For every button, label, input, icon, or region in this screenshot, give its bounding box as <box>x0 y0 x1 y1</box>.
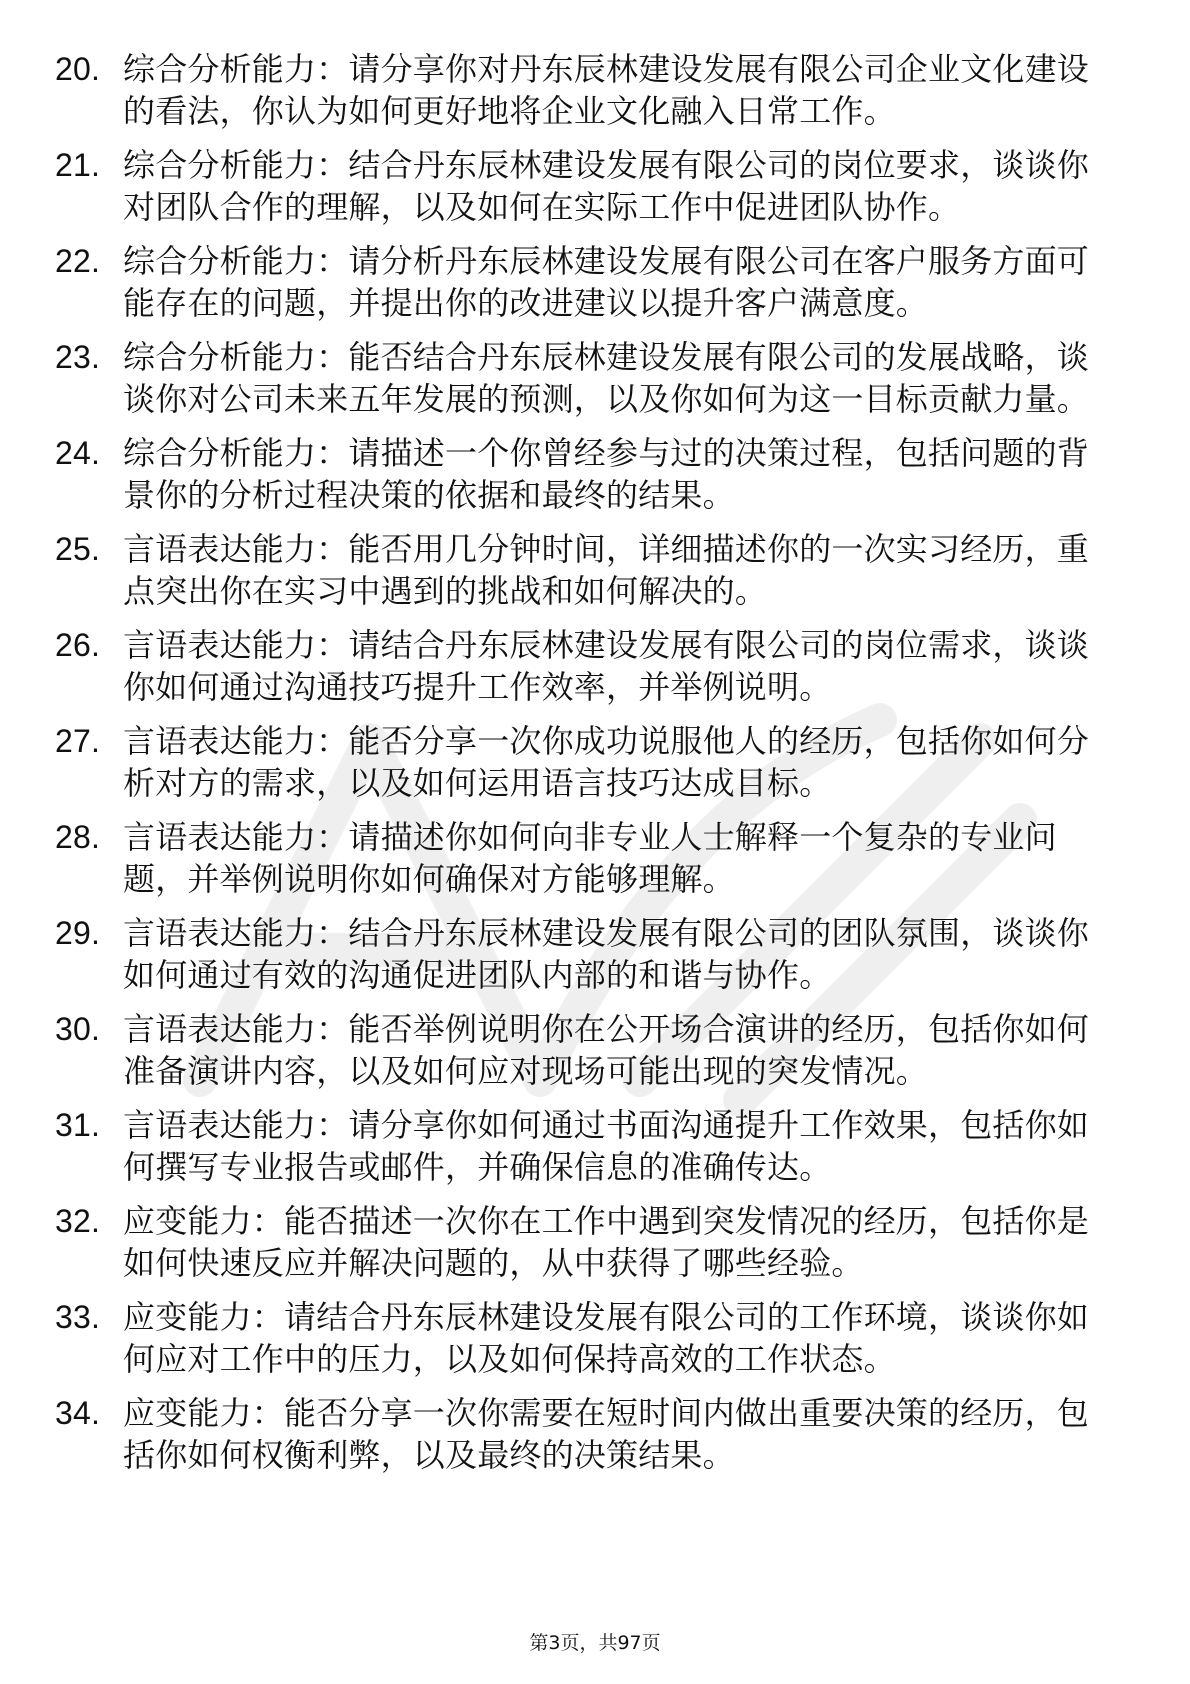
list-item <box>55 432 1115 516</box>
question-number: 21. <box>55 147 101 183</box>
list-item <box>55 912 1115 996</box>
question-text: 综合分析能力：请分析丹东辰林建设发展有限公司在客户服务方面可能存在的问题，并提出你的改进建议以提升客户满意度。 <box>123 242 1090 322</box>
question-number: 20. <box>55 51 101 87</box>
question-text: 应变能力：能否描述一次你在工作中遇到突发情况的经历，包括你是如何快速反应并解决问题的，从中获得了哪些经验。 <box>123 1202 1090 1282</box>
list-item <box>55 48 1115 132</box>
list-item <box>55 1008 1115 1092</box>
list-item <box>55 1296 1115 1380</box>
question-number: 34. <box>55 1395 101 1431</box>
question-text: 综合分析能力：请描述一个你曾经参与过的决策过程，包括问题的背景你的分析过程决策的依据和最终的结果。 <box>123 434 1090 514</box>
list-item <box>55 1104 1115 1188</box>
question-number: 27. <box>55 723 101 759</box>
question-text: 言语表达能力：请结合丹东辰林建设发展有限公司的岗位需求，谈谈你如何通过沟通技巧提升工作效率，并举例说明。 <box>123 626 1090 706</box>
question-text: 综合分析能力：请分享你对丹东辰林建设发展有限公司企业文化建设的看法，你认为如何更好地将企业文化融入日常工作。 <box>123 50 1090 130</box>
question-text: 言语表达能力：能否举例说明你在公开场合演讲的经历，包括你如何准备演讲内容，以及如何应对现场可能出现的突发情况。 <box>123 1010 1090 1090</box>
question-text: 言语表达能力：能否分享一次你成功说服他人的经历，包括你如何分析对方的需求，以及如何运用语言技巧达成目标。 <box>123 722 1090 802</box>
question-number: 29. <box>55 915 101 951</box>
question-number: 30. <box>55 1011 101 1047</box>
question-number: 33. <box>55 1299 101 1335</box>
question-text: 言语表达能力：请描述你如何向非专业人士解释一个复杂的专业问题，并举例说明你如何确保对方能够理解。 <box>123 818 1057 898</box>
list-item <box>55 1392 1115 1476</box>
list-item <box>55 816 1115 900</box>
question-text: 应变能力：请结合丹东辰林建设发展有限公司的工作环境，谈谈你如何应对工作中的压力，以及如何保持高效的工作状态。 <box>123 1298 1090 1378</box>
question-number: 23. <box>55 339 101 375</box>
list-item <box>55 240 1115 324</box>
list-item <box>55 624 1115 708</box>
question-number: 28. <box>55 819 101 855</box>
question-text: 言语表达能力：能否用几分钟时间，详细描述你的一次实习经历，重点突出你在实习中遇到的挑战和如何解决的。 <box>123 530 1090 610</box>
question-text: 应变能力：能否分享一次你需要在短时间内做出重要决策的经历，包括你如何权衡利弊，以及最终的决策结果。 <box>123 1394 1090 1474</box>
question-text: 言语表达能力：结合丹东辰林建设发展有限公司的团队氛围，谈谈你如何通过有效的沟通促进团队内部的和谐与协作。 <box>123 914 1090 994</box>
question-number: 26. <box>55 627 101 663</box>
list-item <box>55 720 1115 804</box>
question-number: 24. <box>55 435 101 471</box>
question-number: 31. <box>55 1107 101 1143</box>
list-item <box>55 336 1115 420</box>
question-number: 25. <box>55 531 101 567</box>
question-text: 综合分析能力：结合丹东辰林建设发展有限公司的岗位要求，谈谈你对团队合作的理解，以及如何在实际工作中促进团队协作。 <box>123 146 1090 226</box>
list-item <box>55 144 1115 228</box>
list-item <box>55 1200 1115 1284</box>
question-text: 言语表达能力：请分享你如何通过书面沟通提升工作效果，包括你如何撰写专业报告或邮件，并确保信息的准确传达。 <box>123 1106 1090 1186</box>
question-number: 32. <box>55 1203 101 1239</box>
question-list <box>55 48 1115 1488</box>
question-number: 22. <box>55 243 101 279</box>
list-item <box>55 528 1115 612</box>
page-number-footer: 第3页，共97页 <box>529 1632 661 1654</box>
question-text: 综合分析能力：能否结合丹东辰林建设发展有限公司的发展战略，谈谈你对公司未来五年发展的预测，以及你如何为这一目标贡献力量。 <box>123 338 1090 418</box>
